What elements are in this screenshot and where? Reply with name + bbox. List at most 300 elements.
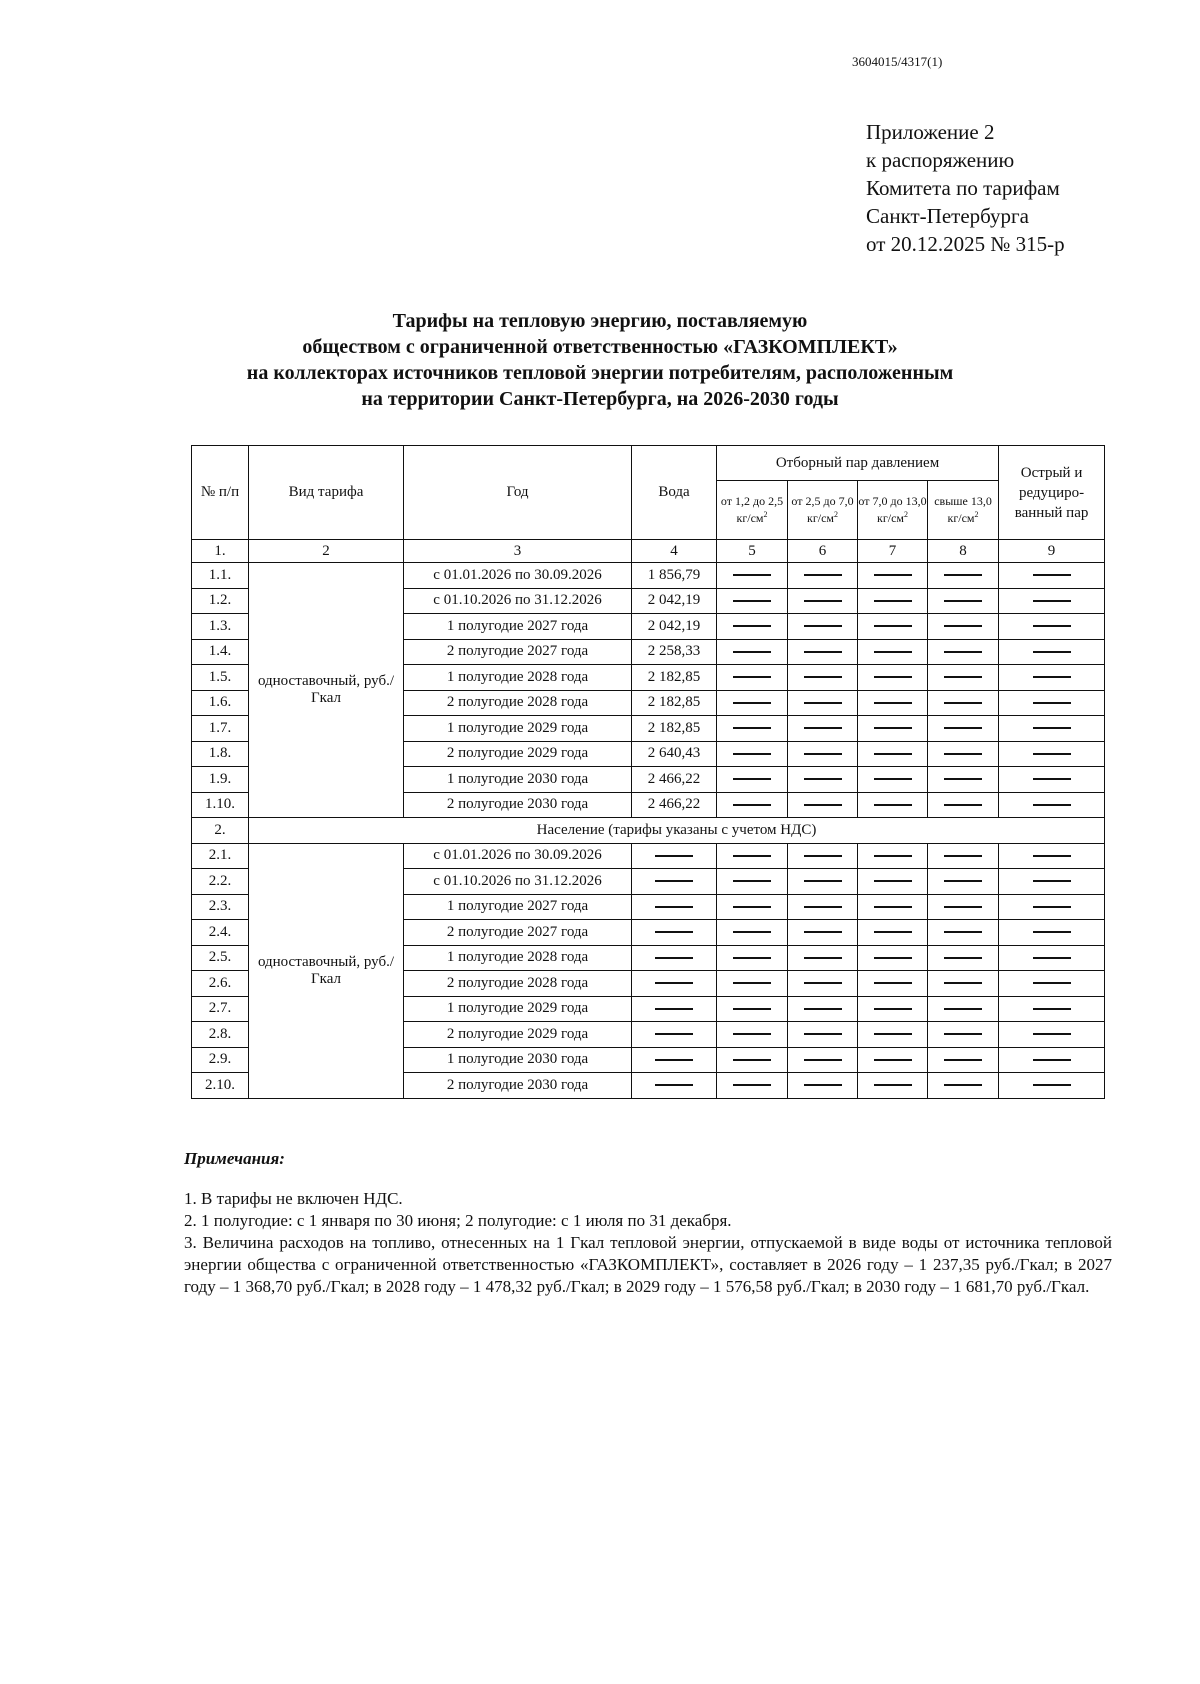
empty-value-cell [632,1073,717,1099]
dash-mark [733,931,771,933]
dash-mark [804,982,842,984]
dash-mark [733,906,771,908]
empty-value-cell [999,1047,1105,1073]
dash-mark [1033,1084,1071,1086]
empty-value-cell [858,843,928,869]
dash-mark [655,1059,693,1061]
empty-value-cell [928,894,999,920]
header-steam-3-label: от 7,0 до 13,0 кг/см [858,494,927,525]
empty-value-cell [717,996,788,1022]
empty-value-cell [999,741,1105,767]
dash-mark [804,600,842,602]
column-index: 2 [249,540,404,563]
water-tariff-cell: 2 042,19 [632,588,717,614]
empty-value-cell [928,588,999,614]
table-row [192,843,1105,869]
header-steam-3 [858,481,928,540]
row-number: 1.7. [192,716,249,742]
dash-mark [733,753,771,755]
period-cell: 2 полугодие 2029 года [404,1022,632,1048]
dash-mark [733,1033,771,1035]
dash-mark [874,727,912,729]
dash-mark [733,625,771,627]
dash-mark [804,957,842,959]
row-number: 1.1. [192,563,249,589]
header-steam-2-label: от 2,5 до 7,0 кг/см [791,494,854,525]
dash-mark [804,753,842,755]
row-number: 1.3. [192,614,249,640]
dash-mark [804,778,842,780]
column-index: 6 [788,540,858,563]
period-cell: 2 полугодие 2029 года [404,741,632,767]
row-number: 2.7. [192,996,249,1022]
empty-value-cell [928,869,999,895]
dash-mark [804,880,842,882]
dash-mark [733,957,771,959]
period-cell: 1 полугодие 2030 года [404,767,632,793]
empty-value-cell [858,1073,928,1099]
row-number: 2.4. [192,920,249,946]
empty-value-cell [788,1022,858,1048]
notes-block [184,1148,1112,1298]
dash-mark [804,855,842,857]
document-title [0,308,1200,412]
empty-value-cell [928,614,999,640]
dash-mark [944,727,982,729]
row-number: 2.10. [192,1073,249,1099]
header-num: № п/п [192,446,249,540]
dash-mark [804,1008,842,1010]
empty-value-cell [928,665,999,691]
empty-value-cell [858,690,928,716]
dash-mark [874,702,912,704]
header-steam-2 [788,481,858,540]
period-cell: с 01.01.2026 по 30.09.2026 [404,843,632,869]
dash-mark [944,982,982,984]
dash-mark [874,982,912,984]
empty-value-cell [858,792,928,818]
empty-value-cell [632,971,717,997]
empty-value-cell [928,1022,999,1048]
row-number: 1.4. [192,639,249,665]
column-index: 8 [928,540,999,563]
period-cell: 2 полугодие 2028 года [404,971,632,997]
dash-mark [655,1033,693,1035]
dash-mark [874,1008,912,1010]
note-item: 3. Величина расходов на топливо, отнесенных на 1 Гкал тепловой энергии, отпускаемой в виде воды от источника тепловой энергии общества с ограниченной ответственностью «ГАЗКОМПЛЕКТ», составляет в 2026 году – 1 237,35 руб./Гкал; в 2027 году – 1 368,70 руб./Гкал; в 2028 году – 1 478,32 руб./Гкал; в 2029 году – 1 576,58 руб./Гкал; в 2030 году – 1 681,70 руб./Гкал. [184,1233,1112,1296]
column-index: 5 [717,540,788,563]
water-tariff-cell: 2 042,19 [632,614,717,640]
row-number: 1.5. [192,665,249,691]
dash-mark [874,1033,912,1035]
empty-value-cell [858,971,928,997]
empty-value-cell [858,996,928,1022]
dash-mark [874,625,912,627]
empty-value-cell [717,869,788,895]
period-cell: с 01.01.2026 по 30.09.2026 [404,563,632,589]
header-water: Вода [632,446,717,540]
column-index-row [192,540,1105,563]
water-tariff-cell: 2 182,85 [632,690,717,716]
empty-value-cell [788,639,858,665]
column-index: 9 [999,540,1105,563]
dash-mark [874,931,912,933]
dash-mark [1033,804,1071,806]
empty-value-cell [788,665,858,691]
water-tariff-cell: 2 182,85 [632,716,717,742]
empty-value-cell [928,996,999,1022]
empty-value-cell [788,792,858,818]
empty-value-cell [999,996,1105,1022]
period-cell: 1 полугодие 2029 года [404,996,632,1022]
period-cell: 2 полугодие 2028 года [404,690,632,716]
dash-mark [1033,982,1071,984]
water-tariff-cell: 1 856,79 [632,563,717,589]
empty-value-cell [717,920,788,946]
empty-value-cell [788,996,858,1022]
dash-mark [733,600,771,602]
dash-mark [1033,1008,1071,1010]
unit-exponent: 2 [974,510,979,519]
row-number: 2. [192,818,249,844]
dash-mark [804,1033,842,1035]
dash-mark [944,855,982,857]
water-tariff-cell: 2 258,33 [632,639,717,665]
dash-mark [733,880,771,882]
dash-mark [874,906,912,908]
header-steam-4-label: свыше 13,0 кг/см [934,494,992,525]
empty-value-cell [928,945,999,971]
empty-value-cell [858,588,928,614]
empty-value-cell [717,665,788,691]
empty-value-cell [928,1073,999,1099]
dash-mark [944,957,982,959]
empty-value-cell [928,971,999,997]
empty-value-cell [999,716,1105,742]
empty-value-cell [717,588,788,614]
empty-value-cell [928,639,999,665]
empty-value-cell [632,1047,717,1073]
empty-value-cell [788,563,858,589]
dash-mark [944,1033,982,1035]
empty-value-cell [788,843,858,869]
empty-value-cell [858,716,928,742]
empty-value-cell [788,971,858,997]
row-number: 2.5. [192,945,249,971]
period-cell: с 01.10.2026 по 31.12.2026 [404,869,632,895]
empty-value-cell [717,767,788,793]
period-cell: 2 полугодие 2027 года [404,920,632,946]
period-cell: 1 полугодие 2027 года [404,894,632,920]
dash-mark [944,1059,982,1061]
dash-mark [1033,600,1071,602]
empty-value-cell [928,843,999,869]
dash-mark [1033,855,1071,857]
empty-value-cell [717,741,788,767]
dash-mark [655,982,693,984]
dash-mark [1033,727,1071,729]
dash-mark [655,1084,693,1086]
period-cell: 2 полугодие 2030 года [404,792,632,818]
empty-value-cell [717,716,788,742]
title-line: Тарифы на тепловую энергию, поставляемую [392,310,808,332]
dash-mark [733,727,771,729]
header-steam-group: Отборный пар давлением [717,446,999,481]
dash-mark [655,880,693,882]
dash-mark [874,753,912,755]
empty-value-cell [858,1022,928,1048]
dash-mark [804,1059,842,1061]
empty-value-cell [717,971,788,997]
empty-value-cell [717,894,788,920]
period-cell: 1 полугодие 2027 года [404,614,632,640]
empty-value-cell [788,614,858,640]
empty-value-cell [858,894,928,920]
dash-mark [1033,1033,1071,1035]
empty-value-cell [928,1047,999,1073]
empty-value-cell [788,894,858,920]
dash-mark [804,574,842,576]
header-year: Год [404,446,632,540]
empty-value-cell [928,690,999,716]
row-number: 2.1. [192,843,249,869]
dash-mark [804,702,842,704]
dash-mark [1033,702,1071,704]
dash-mark [944,931,982,933]
row-number: 1.9. [192,767,249,793]
table-row [192,563,1105,589]
empty-value-cell [788,588,858,614]
dash-mark [733,676,771,678]
appendix-block [866,118,1065,258]
empty-value-cell [858,614,928,640]
column-index: 1. [192,540,249,563]
dash-mark [944,778,982,780]
empty-value-cell [999,639,1105,665]
empty-value-cell [717,614,788,640]
dash-mark [944,880,982,882]
dash-mark [1033,625,1071,627]
tariff-type-cell: одноставочный, руб./Гкал [249,563,404,818]
dash-mark [655,1008,693,1010]
dash-mark [733,982,771,984]
dash-mark [874,957,912,959]
dash-mark [804,906,842,908]
dash-mark [1033,957,1071,959]
empty-value-cell [999,894,1105,920]
empty-value-cell [999,690,1105,716]
dash-mark [655,855,693,857]
dash-mark [733,855,771,857]
water-tariff-cell: 2 466,22 [632,767,717,793]
dash-mark [804,931,842,933]
empty-value-cell [999,1073,1105,1099]
empty-value-cell [788,716,858,742]
dash-mark [874,1059,912,1061]
empty-value-cell [999,869,1105,895]
dash-mark [874,880,912,882]
empty-value-cell [788,741,858,767]
dash-mark [944,1084,982,1086]
dash-mark [1033,778,1071,780]
empty-value-cell [632,869,717,895]
appendix-line: Комитета по тарифам [866,176,1060,200]
dash-mark [1033,574,1071,576]
row-number: 2.2. [192,869,249,895]
empty-value-cell [788,1047,858,1073]
empty-value-cell [717,563,788,589]
unit-exponent: 2 [904,510,908,519]
tariff-table [191,445,1105,1099]
dash-mark [733,804,771,806]
dash-mark [804,804,842,806]
dash-mark [804,1084,842,1086]
section-label: Население (тарифы указаны с учетом НДС) [249,818,1105,844]
empty-value-cell [999,665,1105,691]
empty-value-cell [632,996,717,1022]
dash-mark [804,651,842,653]
empty-value-cell [928,563,999,589]
dash-mark [1033,753,1071,755]
dash-mark [733,574,771,576]
empty-value-cell [632,945,717,971]
period-cell: 1 полугодие 2028 года [404,665,632,691]
dash-mark [804,676,842,678]
dash-mark [733,1008,771,1010]
empty-value-cell [788,1073,858,1099]
column-index: 3 [404,540,632,563]
appendix-line: Приложение 2 [866,120,995,144]
empty-value-cell [928,767,999,793]
row-number: 2.3. [192,894,249,920]
unit-exponent: 2 [763,510,768,519]
dash-mark [733,702,771,704]
row-number: 1.6. [192,690,249,716]
section-row [192,818,1105,844]
dash-mark [874,574,912,576]
document-number: 3604015/4317(1) [852,54,943,69]
dash-mark [1033,676,1071,678]
empty-value-cell [858,639,928,665]
dash-mark [874,600,912,602]
column-index: 7 [858,540,928,563]
dash-mark [1033,1059,1071,1061]
empty-value-cell [717,945,788,971]
dash-mark [733,1059,771,1061]
empty-value-cell [999,945,1105,971]
dash-mark [804,625,842,627]
dash-mark [733,651,771,653]
dash-mark [874,676,912,678]
row-number: 2.9. [192,1047,249,1073]
water-tariff-cell: 2 466,22 [632,792,717,818]
empty-value-cell [788,690,858,716]
empty-value-cell [928,792,999,818]
empty-value-cell [632,920,717,946]
appendix-line: к распоряжению [866,148,1015,172]
dash-mark [944,702,982,704]
empty-value-cell [632,1022,717,1048]
appendix-line: от 20.12.2025 № 315-р [866,232,1065,256]
empty-value-cell [717,1022,788,1048]
empty-value-cell [999,1022,1105,1048]
dash-mark [944,600,982,602]
period-cell: 2 полугодие 2030 года [404,1073,632,1099]
dash-mark [733,1084,771,1086]
empty-value-cell [999,767,1105,793]
title-line: на территории Санкт-Петербурга, на 2026-2030 годы [361,388,839,410]
dash-mark [655,957,693,959]
dash-mark [655,931,693,933]
dash-mark [1033,651,1071,653]
dash-mark [804,727,842,729]
dash-mark [1033,931,1071,933]
empty-value-cell [928,741,999,767]
empty-value-cell [717,1073,788,1099]
title-line: обществом с ограниченной ответственностью «ГАЗКОМПЛЕКТ» [302,336,898,358]
header-steam-1-label: от 1,2 до 2,5 кг/см [720,494,784,525]
empty-value-cell [999,971,1105,997]
empty-value-cell [717,639,788,665]
empty-value-cell [788,945,858,971]
empty-value-cell [858,869,928,895]
empty-value-cell [999,920,1105,946]
period-cell: с 01.10.2026 по 31.12.2026 [404,588,632,614]
empty-value-cell [999,614,1105,640]
dash-mark [944,676,982,678]
dash-mark [944,651,982,653]
header-steam-4 [928,481,999,540]
dash-mark [944,625,982,627]
water-tariff-cell: 2 640,43 [632,741,717,767]
empty-value-cell [999,563,1105,589]
tariff-type-cell: одноставочный, руб./Гкал [249,843,404,1098]
empty-value-cell [717,792,788,818]
dash-mark [655,906,693,908]
empty-value-cell [858,1047,928,1073]
dash-mark [944,804,982,806]
empty-value-cell [788,920,858,946]
row-number: 1.2. [192,588,249,614]
empty-value-cell [717,843,788,869]
empty-value-cell [999,792,1105,818]
note-item: 2. 1 полугодие: с 1 января по 30 июня; 2 полугодие: с 1 июля по 31 декабря. [184,1211,732,1230]
header-sharp-steam: Острый и редуциро-ванный пар [999,446,1105,540]
dash-mark [944,906,982,908]
dash-mark [733,778,771,780]
empty-value-cell [717,690,788,716]
dash-mark [944,1008,982,1010]
row-number: 1.10. [192,792,249,818]
empty-value-cell [858,665,928,691]
unit-exponent: 2 [834,510,838,519]
notes-heading: Примечания: [184,1149,285,1168]
dash-mark [874,651,912,653]
empty-value-cell [999,588,1105,614]
empty-value-cell [999,843,1105,869]
empty-value-cell [928,920,999,946]
dash-mark [944,574,982,576]
column-index: 4 [632,540,717,563]
water-tariff-cell: 2 182,85 [632,665,717,691]
header-steam-1 [717,481,788,540]
empty-value-cell [858,741,928,767]
empty-value-cell [928,716,999,742]
empty-value-cell [858,563,928,589]
empty-value-cell [717,1047,788,1073]
title-line: на коллекторах источников тепловой энергии потребителям, расположенным [246,362,954,384]
dash-mark [944,753,982,755]
